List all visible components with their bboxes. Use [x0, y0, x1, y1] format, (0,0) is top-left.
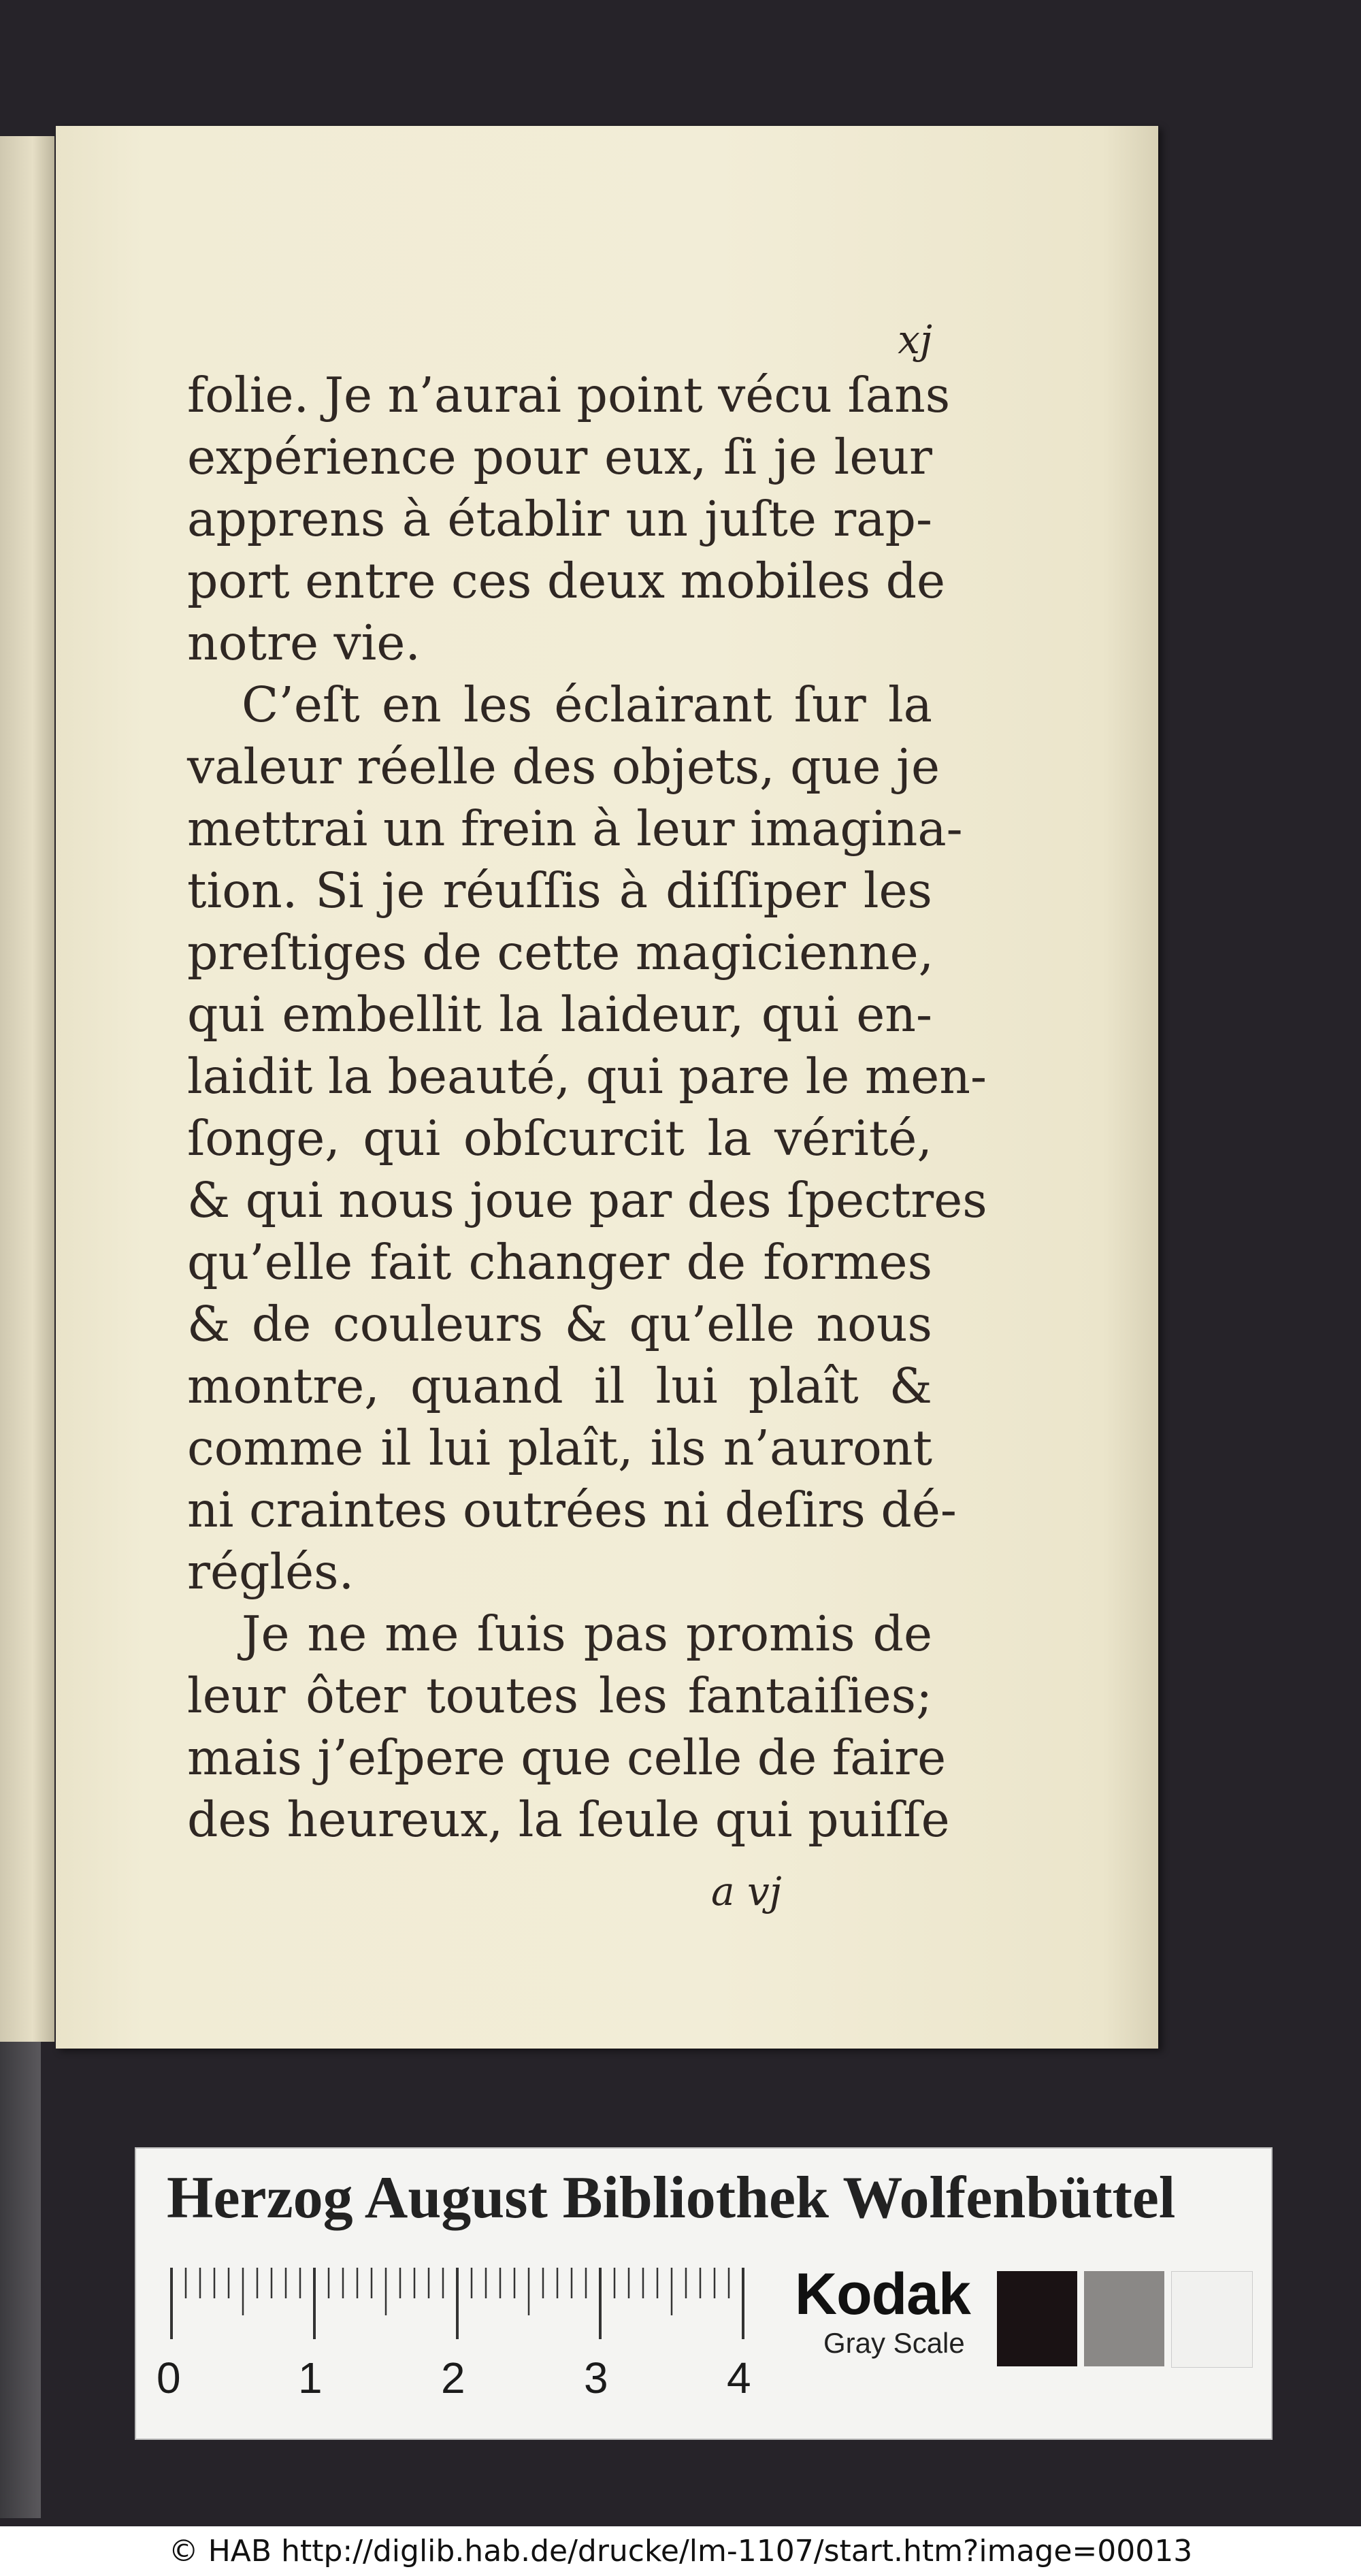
text-line: qui embellit la laideur, qui en-	[187, 986, 932, 1043]
paragraph	[187, 1603, 950, 1851]
text-line: des heureux, la ſeule qui puiſſe	[187, 1791, 950, 1848]
text-line: apprens à établir un juſte rap-	[187, 491, 932, 547]
ruler-label: 4	[727, 2353, 751, 2402]
page-text	[187, 364, 987, 1851]
text-line: réglés.	[187, 1544, 355, 1600]
text-line: montre, quand il lui plaît &	[187, 1358, 932, 1414]
text-line: C’eſt en les éclairant ſur la	[242, 676, 932, 733]
text-line: & qui nous joue par des ſpectres	[187, 1172, 987, 1228]
gray-swatch-light	[1171, 2271, 1253, 2368]
text-line: leur ôter toutes les fantaiſies;	[187, 1667, 932, 1724]
text-line: notre vie.	[187, 615, 421, 671]
text-line: valeur réelle des objets, que je	[187, 738, 940, 795]
signature-mark: a vj	[711, 1868, 782, 1914]
text-line: laidit la beauté, qui pare le men-	[187, 1048, 987, 1105]
text-line: folie. Je n’aurai point vécu ſans	[187, 367, 951, 423]
book-binding-edge	[0, 2042, 41, 2518]
text-line: qu’elle fait changer de formes	[187, 1234, 932, 1290]
gray-scale-label: Gray Scale	[823, 2327, 965, 2359]
kodak-logo: Kodak	[795, 2262, 970, 2327]
ruler-label: 3	[584, 2353, 608, 2402]
copyright-footer: © HAB http://diglib.hab.de/drucke/lm-1107/start.htm?image=00013	[0, 2526, 1361, 2576]
text-line: preſtiges de cette magicienne,	[187, 924, 934, 981]
previous-page-edge	[0, 136, 54, 2042]
text-line: port entre ces deux mobiles de	[187, 553, 946, 609]
color-calibration-card	[135, 2147, 1273, 2440]
gray-swatch-dark	[997, 2271, 1077, 2366]
paragraph	[187, 364, 951, 674]
ruler-labels	[157, 2353, 769, 2407]
text-line: tion. Si je réuſſis à diſſiper les	[187, 862, 932, 919]
text-line: mettrai un frein à leur imagina-	[187, 800, 963, 857]
text-line: & de couleurs & qu’elle nous	[187, 1296, 932, 1352]
paragraph	[187, 674, 987, 1603]
text-line: ſonge, qui obſcurcit la vérité,	[187, 1110, 932, 1167]
ruler-label: 1	[298, 2353, 323, 2402]
library-name: Herzog August Bibliothek Wolfenbüttel	[167, 2165, 1176, 2231]
page-number: xj	[898, 316, 932, 363]
text-line: Je ne me ſuis pas promis de	[242, 1605, 932, 1662]
gray-swatch-mid	[1084, 2271, 1164, 2366]
ruler	[169, 2268, 768, 2343]
ruler-label: 2	[441, 2353, 465, 2402]
text-line: comme il lui plaît, ils n’auront	[187, 1420, 932, 1476]
ruler-label: 0	[157, 2353, 181, 2402]
text-line: mais j’eſpere que celle de faire	[187, 1729, 947, 1786]
text-line: ni craintes outrées ni deſirs dé-	[187, 1482, 957, 1538]
text-line: expérience pour eux, ſi je leur	[187, 429, 932, 485]
